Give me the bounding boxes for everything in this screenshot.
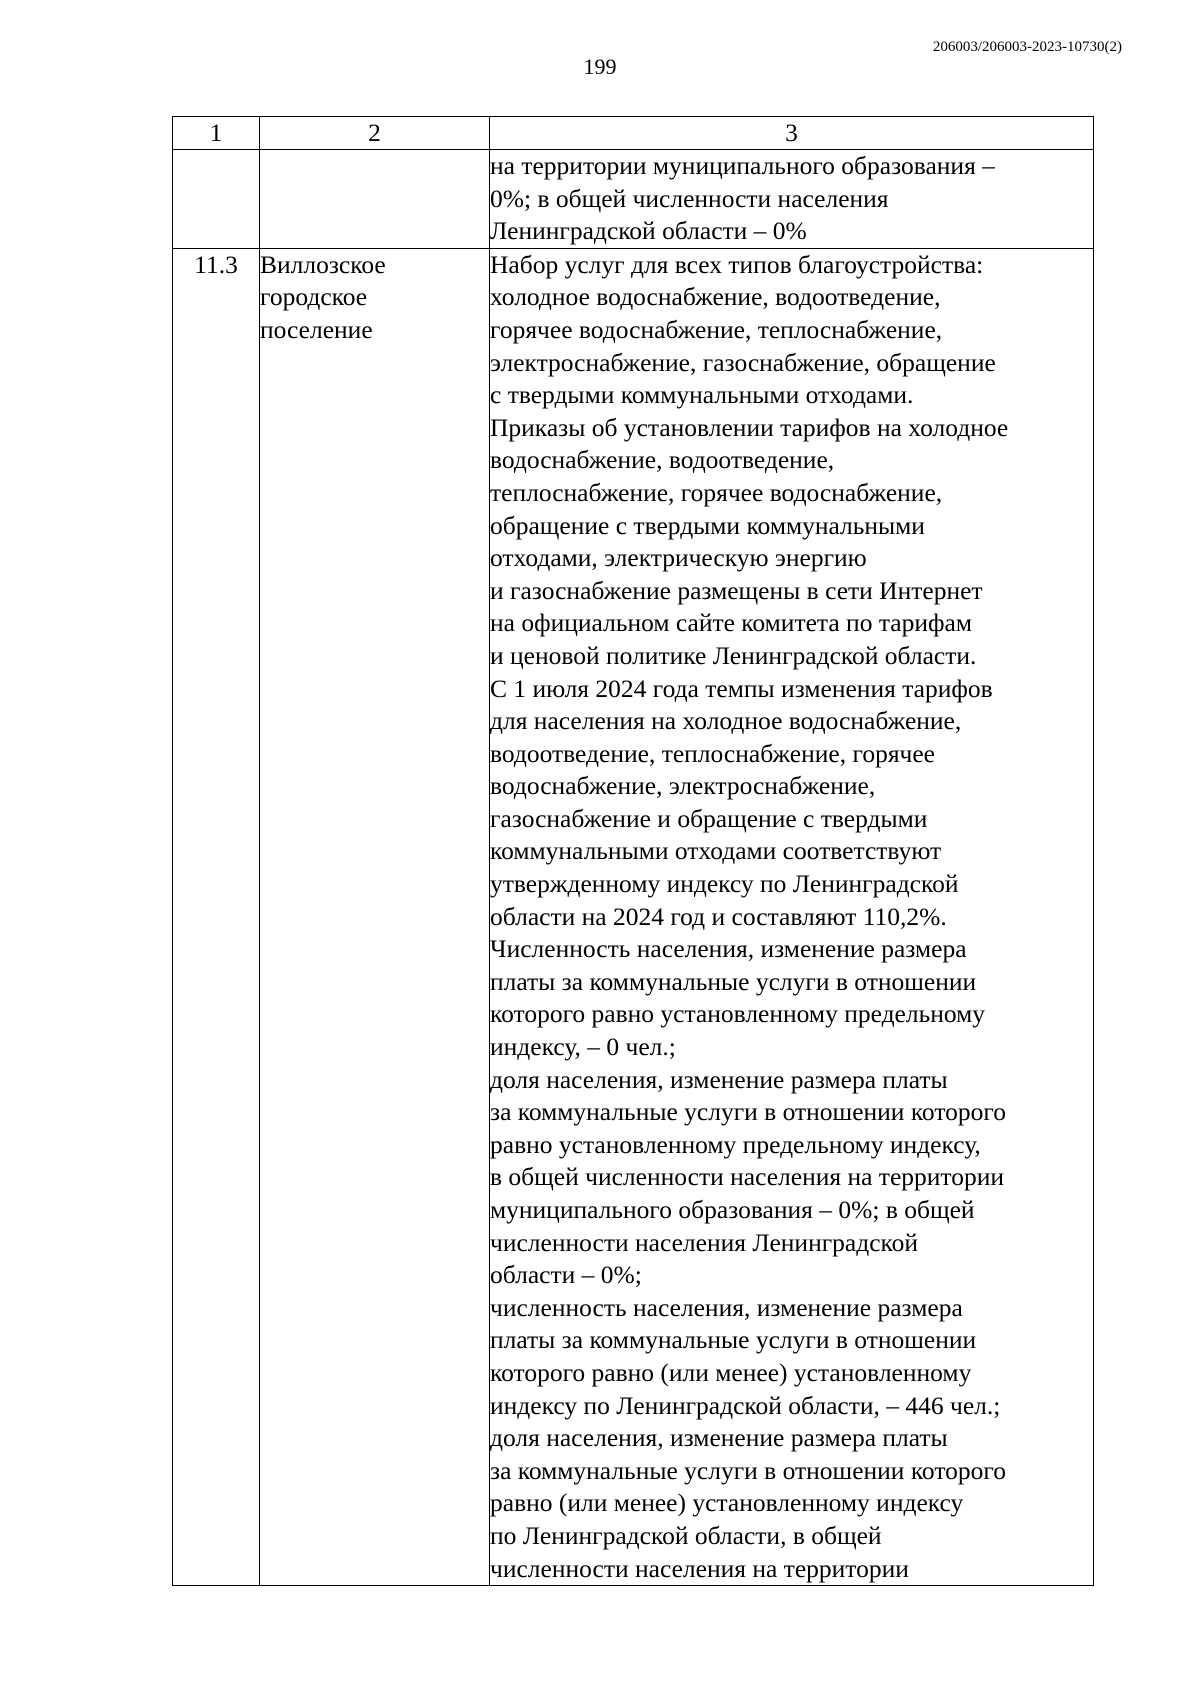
text-line: численность населения, изменение размера [490, 1292, 963, 1322]
text-line: на территории муниципального образования – [490, 151, 995, 180]
text-line: теплоснабжение, горячее водоснабжение, [490, 477, 943, 507]
column-header-3: 3 [490, 117, 1094, 150]
text-line: равно (или менее) установленному индексу [490, 1488, 964, 1518]
table-row-11-3 [173, 248, 1094, 1585]
text-line: которого равно (или менее) установленному [490, 1357, 972, 1387]
text-line: 0%; в общей численности населения [490, 183, 889, 213]
document-id: 206003/206003-2023-10730(2) [932, 39, 1122, 55]
text-line: утвержденному индексу по Ленинградской [490, 869, 959, 899]
text-line: поселение [260, 314, 373, 344]
text-line: С 1 июля 2024 года темпы изменения тарифов [490, 673, 993, 703]
text-line: отходами, электрическую энергию [490, 543, 867, 573]
text-line: холодное водоснабжение, водоотведение, [490, 282, 941, 312]
text-line: индексу по Ленинградской области, – 446 чел.; [490, 1390, 1001, 1420]
text-line: горячее водоснабжение, теплоснабжение, [490, 314, 943, 344]
tariff-table [172, 116, 1094, 1586]
settlement-name-cell [260, 248, 490, 1585]
text-line: газоснабжение и обращение с твердыми [490, 803, 928, 833]
text-line: с твердыми коммунальными отходами. [490, 380, 914, 410]
text-line: численности населения на территории [490, 1553, 909, 1583]
text-line: электроснабжение, газоснабжение, обращение [490, 347, 996, 377]
text-line: коммунальными отходами соответствуют [490, 836, 942, 866]
text-line: обращение с твердыми коммунальными [490, 510, 925, 540]
text-line: за коммунальные услуги в отношении которого [490, 1455, 1006, 1485]
text-line: и газоснабжение размещены в сети Интернет [490, 575, 983, 605]
text-line: доля населения, изменение размера платы [490, 1423, 948, 1453]
text-line: индексу, – 0 чел.; [490, 1032, 676, 1062]
text-line: водоснабжение, водоотведение, [490, 445, 835, 475]
text-line: по Ленинградской области, в общей [490, 1520, 882, 1550]
text-line: муниципального образования – 0%; в общей [490, 1195, 975, 1224]
text-line: численности населения Ленинградской [490, 1227, 919, 1257]
text-line: за коммунальные услуги в отношении которого [490, 1097, 1006, 1127]
text-line: области на 2024 год и составляют 110,2%. [490, 901, 947, 931]
text-line: Виллозское [260, 249, 386, 279]
row-number-cell [173, 150, 260, 249]
column-header-1: 1 [173, 117, 260, 150]
text-line: Набор услуг для всех типов благоустройства: [490, 249, 984, 279]
text-line: водоснабжение, электроснабжение, [490, 771, 876, 801]
text-line: доля населения, изменение размера платы [490, 1064, 948, 1094]
text-line: в общей численности населения на территории [490, 1162, 1005, 1192]
text-line: равно установленному предельному индексу, [490, 1129, 981, 1159]
description-cell [490, 150, 1094, 249]
text-line: Ленинградской области – 0% [490, 216, 807, 246]
text-line: Приказы об установлении тарифов на холодное [490, 412, 1009, 442]
text-line: платы за коммунальные услуги в отношении [490, 966, 977, 996]
column-header-2: 2 [260, 117, 490, 150]
text-line: платы за коммунальные услуги в отношении [490, 1325, 977, 1355]
table-row-continuation [173, 150, 1094, 249]
text-line: области – 0%; [490, 1260, 642, 1290]
text-line: которого равно установленному предельному [490, 999, 986, 1029]
text-line: на официальном сайте комитета по тарифам [490, 608, 972, 638]
text-line: и ценовой политике Ленинградской области. [490, 640, 977, 670]
text-line: городское [260, 282, 368, 312]
description-cell [490, 248, 1094, 1585]
settlement-name-cell [260, 150, 490, 249]
page-number: 199 [583, 54, 617, 79]
table-header-row [173, 117, 1094, 150]
text-line: водоотведение, теплоснабжение, горячее [490, 738, 936, 768]
text-line: для населения на холодное водоснабжение, [490, 706, 962, 736]
row-number-cell: 11.3 [173, 248, 260, 1585]
text-line: Численность населения, изменение размера [490, 934, 967, 964]
